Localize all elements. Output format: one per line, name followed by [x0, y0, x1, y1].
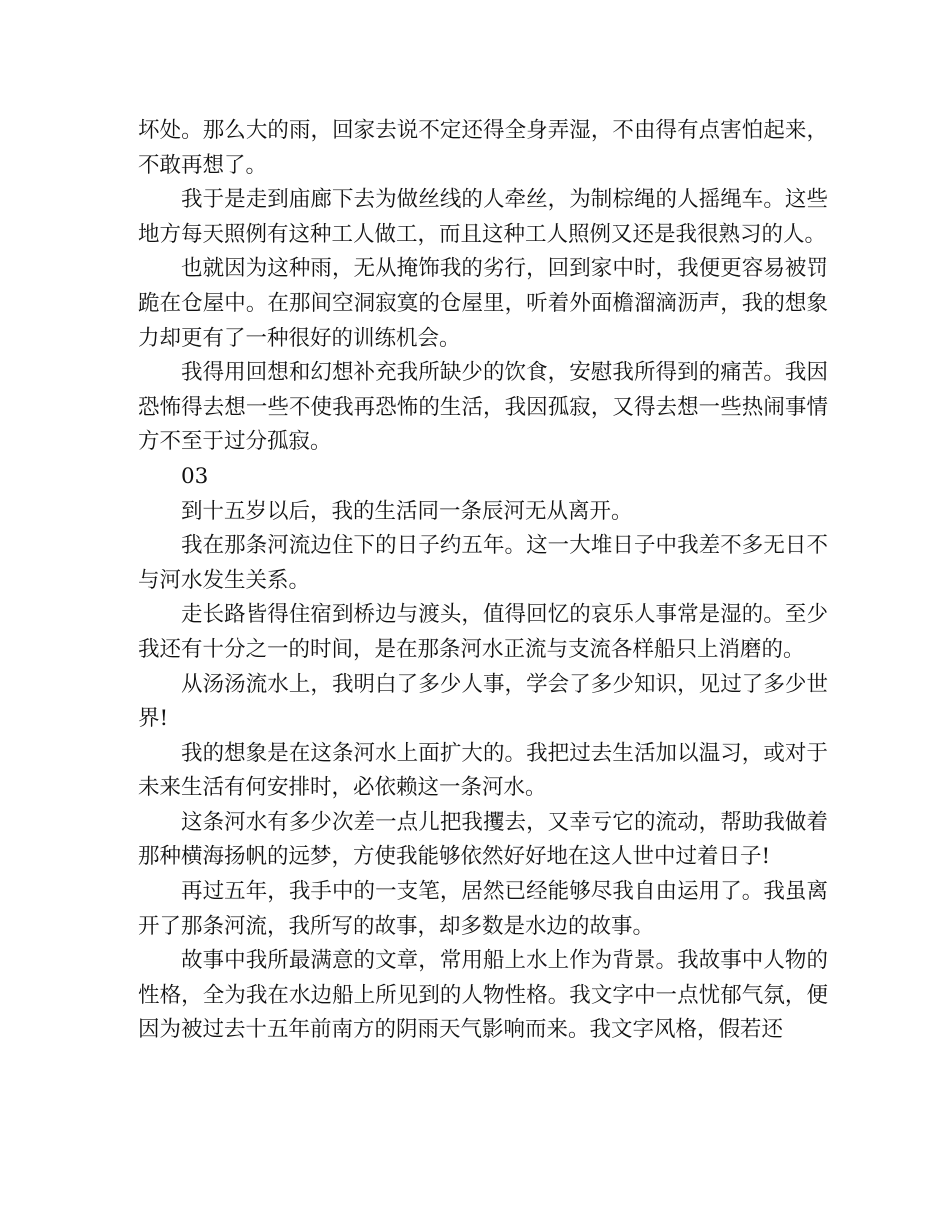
paragraph: 从汤汤流水上，我明白了多少人事，学会了多少知识，见过了多少世界!	[138, 671, 828, 732]
paragraph: 这条河水有多少次差一点儿把我攫去，又幸亏它的流动，帮助我做着那种横海扬帆的远梦，方使我能够依然好好地在这人世中过着日子!	[138, 809, 828, 870]
section-number: 03	[181, 463, 209, 489]
paragraph: 走长路皆得住宿到桥边与渡头，值得回忆的哀乐人事常是湿的。至少我还有十分之一的时间，是在那条河水正流与支流各样船只上消磨的。	[138, 602, 828, 662]
paragraph: 也就因为这种雨，无从掩饰我的劣行，回到家中时，我便更容易被罚跪在仓屋中。在那间空洞寂寞的仓屋里，听着外面檐溜滴沥声，我的想象力却更有了一种很好的训练机会。	[138, 256, 828, 351]
paragraph: 再过五年，我手中的一支笔，居然已经能够尽我自由运用了。我虽离开了那条河流，我所写的故事，却多数是水边的故事。	[138, 879, 828, 939]
paragraph: 我的想象是在这条河水上面扩大的。我把过去生活加以温习，或对于未来生活有何安排时，必依赖这一条河水。	[138, 740, 828, 801]
paragraph: 我得用回想和幻想补充我所缺少的饮食，安慰我所得到的痛苦。我因恐怖得去想一些不使我再恐怖的生活，我因孤寂，又得去想一些热闹事情方不至于过分孤寂。	[138, 360, 828, 455]
paragraph: 我在那条河流边住下的日子约五年。这一大堆日子中我差不多无日不与河水发生关系。	[138, 533, 828, 593]
document-page	[138, 114, 828, 1048]
paragraph: 我于是走到庙廊下去为做丝线的人牵丝，为制棕绳的人摇绳车。这些地方每天照例有这种工人做工，而且这种工人照例又还是我很熟习的人。	[138, 187, 828, 247]
paragraph: 故事中我所最满意的文章，常用船上水上作为背景。我故事中人物的性格，全为我在水边船上所见到的人物性格。我文字中一点忧郁气氛，便因为被过去十五年前南方的阴雨天气影响而来。我文字风格，假若还	[138, 948, 828, 1043]
paragraph: 到十五岁以后，我的生活同一条辰河无从离开。	[181, 498, 633, 524]
paragraph: 坏处。那么大的雨，回家去说不定还得全身弄湿，不由得有点害怕起来，不敢再想了。	[138, 118, 828, 178]
